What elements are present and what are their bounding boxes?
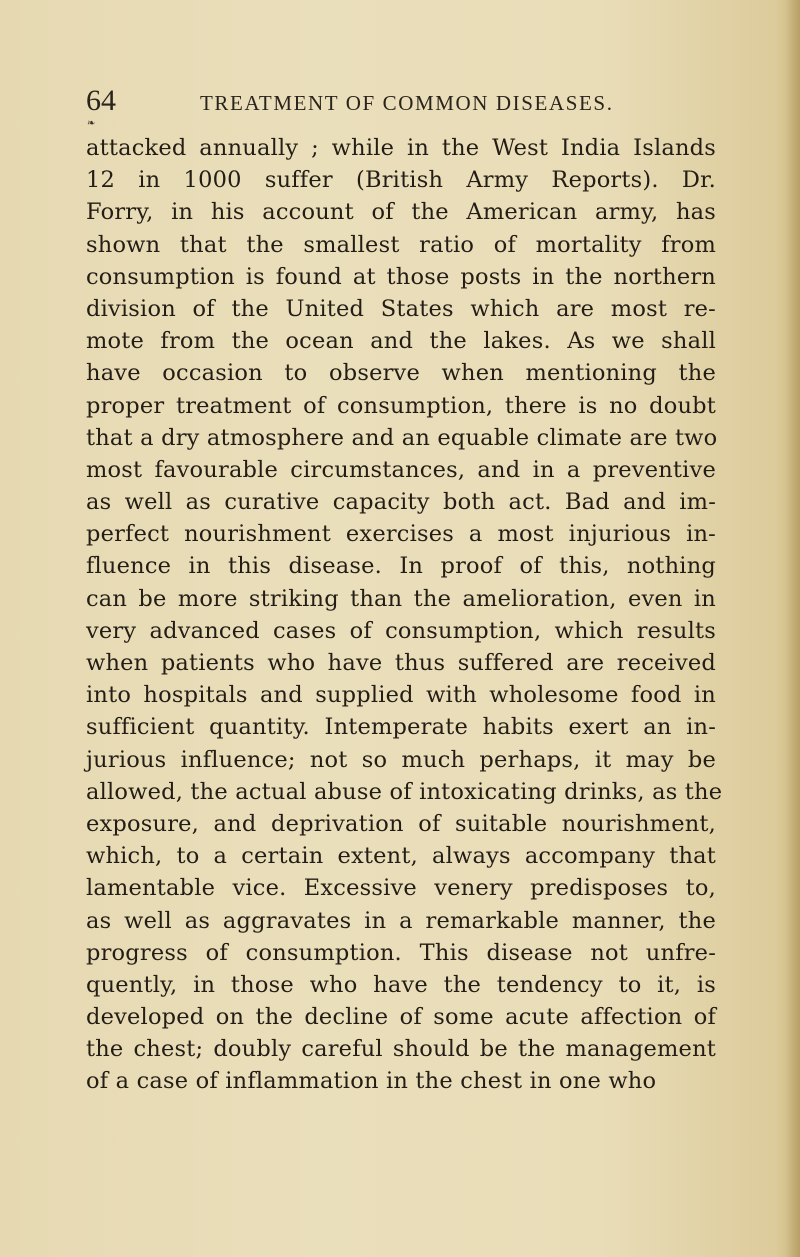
text-line: which, to a certain extent, always accompany that: [86, 843, 716, 870]
text-line: attacked annually ; while in the West India Islands: [86, 135, 716, 161]
text-line: most favourable circumstances, and in a preventive: [86, 456, 716, 483]
text-line: that a dry atmosphere and an equable climate are two: [86, 424, 718, 451]
text-line: quently, in those who have the tendency to it, is: [86, 971, 716, 998]
text-line: 12 in 1000 suffer (British Army Reports). Dr.: [86, 167, 716, 194]
text-line: very advanced cases of consumption, which results: [86, 617, 716, 644]
text-line: lamentable vice. Excessive venery predisposes to,: [86, 875, 716, 902]
text-line: have occasion to observe when mentioning the: [86, 360, 716, 387]
running-title: TREATMENT OF COMMON DISEASES.: [200, 91, 614, 115]
margin-mark-icon: ❧: [87, 118, 96, 129]
text-line: the chest; doubly careful should be the management: [86, 1036, 716, 1063]
text-line: when patients who have thus suffered are received: [86, 650, 716, 676]
page-number: 64: [86, 84, 116, 117]
text-line: perfect nourishment exercises a most injurious in-: [86, 521, 716, 548]
text-line: can be more striking than the amelioration, even in: [86, 585, 716, 612]
text-line: developed on the decline of some acute affection of: [86, 1004, 716, 1031]
text-line: of a case of inflammation in the chest in one who: [86, 1068, 657, 1095]
body-text: [86, 132, 723, 1098]
text-line: consumption is found at those posts in the northern: [86, 263, 716, 290]
text-line: as well as aggravates in a remarkable manner, the: [86, 907, 716, 934]
text-line: Forry, in his account of the American army, has: [86, 199, 716, 226]
text-line: jurious influence; not so much perhaps, it may be: [86, 746, 716, 773]
text-line: mote from the ocean and the lakes. As we shall: [86, 328, 716, 355]
text-line: progress of consumption. This disease not unfre-: [86, 939, 716, 966]
text-line: division of the United States which are most re-: [86, 295, 716, 322]
text-line: fluence in this disease. In proof of this, nothing: [86, 553, 716, 580]
text-line: as well as curative capacity both act. Bad and im-: [86, 489, 716, 516]
text-line: allowed, the actual abuse of intoxicating drinks, as the: [86, 778, 723, 805]
page-edge-shadow: [786, 0, 800, 1257]
text-line: proper treatment of consumption, there is no doubt: [86, 392, 716, 419]
text-line: into hospitals and supplied with wholesome food in: [86, 682, 716, 709]
running-head: [86, 84, 716, 124]
text-line: shown that the smallest ratio of mortality from: [86, 231, 716, 258]
text-line: exposure, and deprivation of suitable nourishment,: [86, 810, 716, 837]
text-line: sufficient quantity. Intemperate habits exert an in-: [86, 714, 716, 741]
